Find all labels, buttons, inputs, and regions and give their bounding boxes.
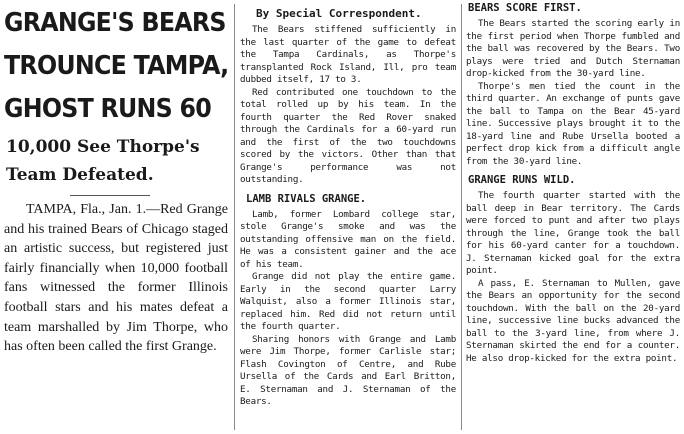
- paragraph: The Bears stiffened sufficiently in the last quarter of the game to defeat the Tampa Cardinals, as Thorpe's transplanted Rock Island, Ill, pro team dubbed itself, 17 to 3.: [240, 24, 456, 85]
- section-heading: GRANGE RUNS WILD.: [468, 174, 576, 186]
- section-heading: LAMB RIVALS GRANGE.: [246, 192, 367, 205]
- column-rule: [234, 4, 235, 430]
- section-heading: BEARS SCORE FIRST.: [468, 2, 582, 14]
- paragraph: A pass, E. Sternaman to Mullen, gave the Bears an opportunity for the second touchdown. With the ball on the 20-yard line, successive line bucks advanced the ball to the 3-yard line, from where J. Sternaman skirted the end for a counter. He also drop-kicked for the extra point.: [466, 277, 680, 364]
- paragraph: The fourth quarter started with the ball deep in Bear territory. The Cards were forced to punt and after two plays through the line, Grange took the ball for his 60-yard canter for a touchdown. J. Sternaman kicked goal for the extra point.: [466, 190, 680, 276]
- column-3: [462, 0, 684, 434]
- divider: [70, 195, 150, 196]
- paragraph: Sharing honors with Grange and Lamb were Jim Thorpe, former Carlisle star; Flash Covington of Centre, and Rube Ursella of the Cards and Earl Britton, E. Sternaman and J. Sternaman of the Bears.: [240, 333, 456, 407]
- headline: [4, 2, 229, 131]
- headline-line-2: TROUNCE TAMPA,: [4, 51, 229, 81]
- article-body: [466, 190, 680, 365]
- paragraph: The Bears started the scoring early in the first period when Thorpe fumbled and the ball was recovered by the Bears. Two plays were tried and Dutch Sternaman drop-kicked from the 30-yard line.: [466, 18, 680, 79]
- article-body: [240, 209, 456, 409]
- subheadline-line-1: 10,000 See Thorpe's: [6, 137, 200, 157]
- paragraph: Grange did not play the entire game. Early in the second quarter Larry Walquist, also a former Illinois star, replaced him. Red did not return until the fourth quarter.: [240, 271, 456, 332]
- paragraph: Thorpe's men tied the count in the third quarter. An exchange of punts gave the ball to Tampa on the Bear 45-yard line. Successive plays brought it to the 18-yard line and Rube Ursella booted a perfect drop kick from a difficult angle from the 30-yard line.: [466, 80, 680, 167]
- column-headline: [0, 0, 232, 434]
- headline-line-1: GRANGE'S BEARS: [4, 8, 226, 38]
- paragraph: Lamb, former Lombard college star, stole Grange's smoke and was the outstanding offensive man on the field. He was a consistent gainer and the ace of his team.: [240, 208, 456, 270]
- paragraph: Red contributed one touchdown to the total rolled up by his team. In the fourth quarter the Red Rover snaked through the Cardinals for a 60-yard run and the first of the two touchdowns scored by the victors. Other than that Grange's performance was not outstanding.: [240, 86, 456, 185]
- column-2: [236, 0, 460, 434]
- article-body: [240, 24, 456, 187]
- byline: By Special Correspondent.: [256, 7, 422, 20]
- lead-paragraph-block: [4, 200, 228, 357]
- article-body: [466, 18, 680, 168]
- subheadline: [6, 133, 228, 189]
- headline-line-3: GHOST RUNS 60: [4, 94, 212, 124]
- lead-paragraph: TAMPA, Fla., Jan. 1.—Red Grange and his trained Bears of Chicago staged an artistic success, but registered just fairly financially when 10,000 football fans witnessed the former Illinois football stars and his mates defeat a team marshalled by Jim Thorpe, who has often been called the first Grange.: [4, 202, 228, 355]
- subheadline-line-2: Team Defeated.: [6, 165, 154, 185]
